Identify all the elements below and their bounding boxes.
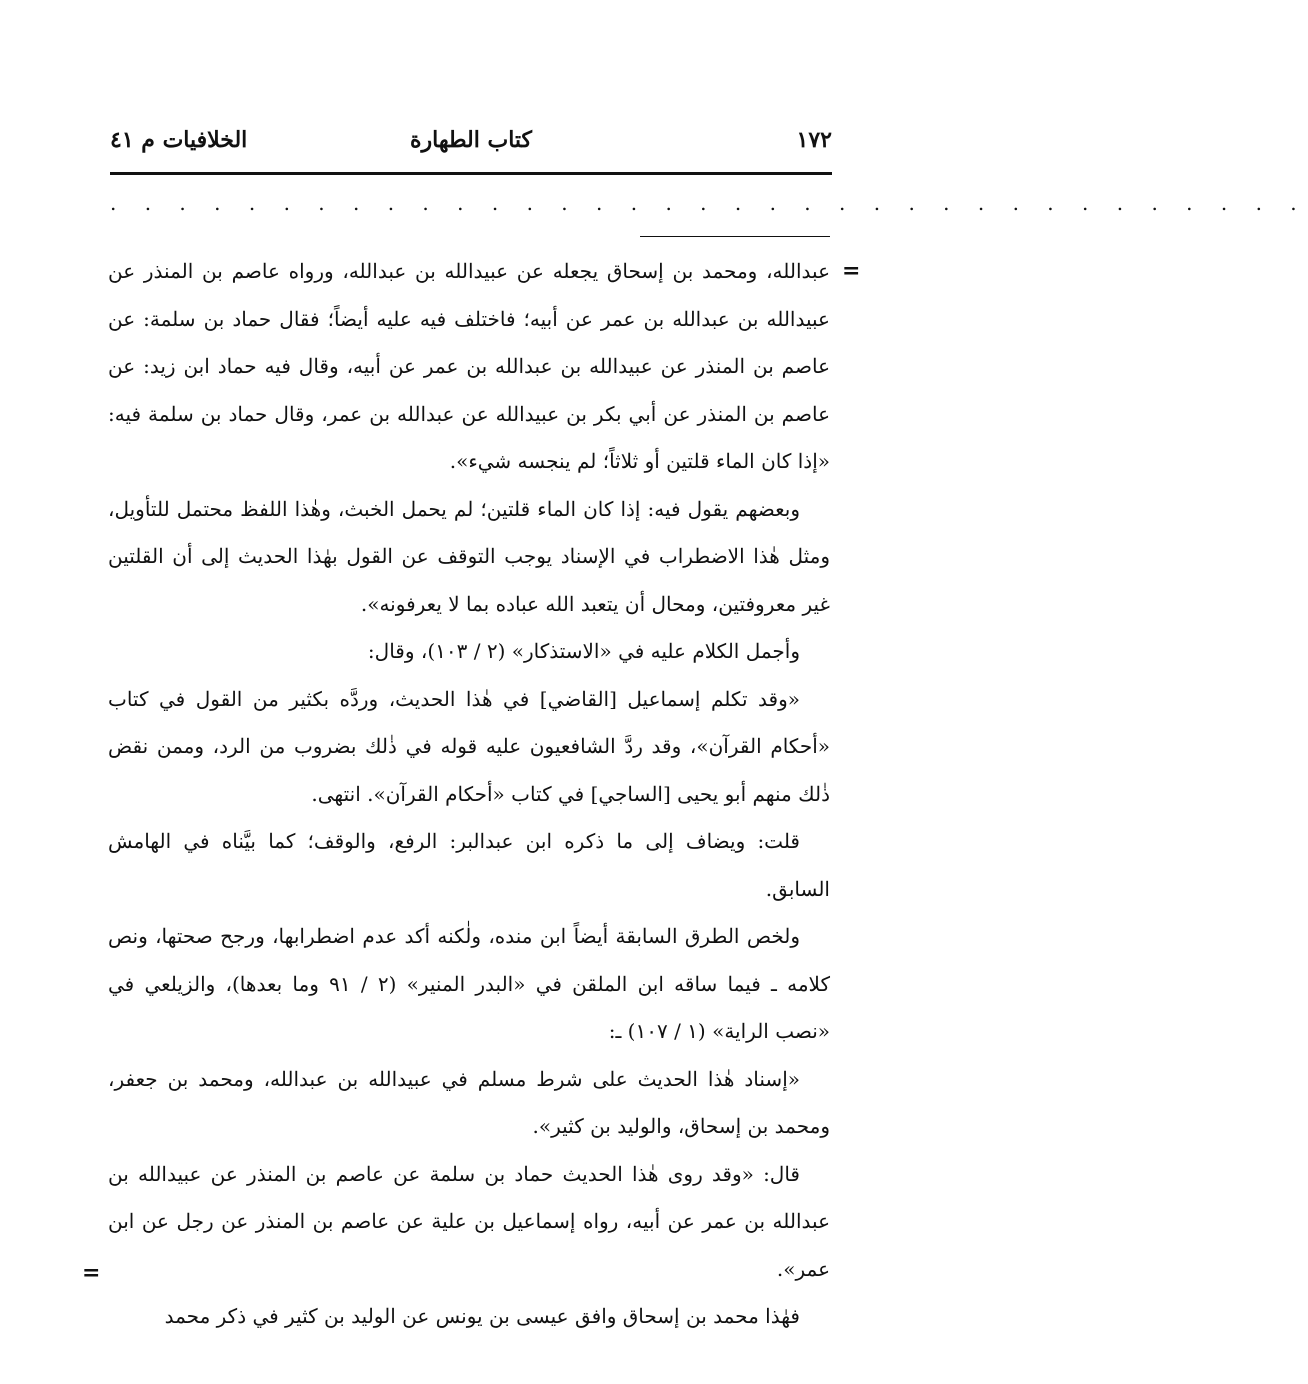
header-rule [110,172,832,175]
paragraph-2: وبعضهم يقول فيه: إذا كان الماء قلتين؛ لم يحمل الخبث، وهٰذا اللفظ محتمل للتأويل، ومثل هٰذا الاضطراب في الإسناد يوجب التوقف عن القول بهٰذا الحديث إلى أن القلتين غير معروفتين، ومحال أن يتعبد الله عباده بما لا يعرفونه». [108,496,830,616]
footnote-separator [640,236,830,237]
footnote-body [108,248,830,1341]
paragraph-5: قلت: ويضاف إلى ما ذكره ابن عبدالبر: الرفع، والوقف؛ كما بيَّناه في الهامش السابق. [108,829,830,901]
continuation-mark-top: = [842,258,861,284]
paragraph-4: «وقد تكلم إسماعيل [القاضي] في هٰذا الحديث، وردَّه بكثير من القول في كتاب «أحكام القرآن»، وقد ردَّ الشافعيون عليه قوله في ذٰلك بضروب من الرد، وممن نقض ذٰلك منهم أبو يحيى [الساجي] في كتاب «أحكام القرآن». انتهى. [108,686,830,806]
book-title: كتاب الطهارة [409,127,533,153]
paragraph-1: عبدالله، ومحمد بن إسحاق يجعله عن عبيدالله بن عبدالله، ورواه عاصم بن المنذر عن عبيدالله بن عبدالله بن عمر عن أبيه؛ فاختلف فيه عليه أيضاً؛ فقال حماد بن سلمة: عن عاصم بن المنذر عن عبيدالله بن عبدالله بن عمر عن أبيه، وقال فيه حماد ابن زيد: عن عاصم بن المنذر عن أبي بكر بن عبيدالله عن عبدالله بن عمر، وقال حماد بن سلمة فيه: «إذا كان الماء قلتين أو ثلاثاً؛ لم ينجسه شيء». [108,259,830,473]
paragraph-6: ولخص الطرق السابقة أيضاً ابن منده، ولٰكنه أكد عدم اضطرابها، ورجح صحتها، ونص كلامه ـ فيما ساقه ابن الملقن في «البدر المنير» (٢ / ٩١ وما بعدها)، والزيلعي في «نصب الراية» (١ / ١٠٧) ـ: [108,924,831,1043]
page-number: ١٧٢ [796,127,832,153]
paragraph-7: «إسناد هٰذا الحديث على شرط مسلم في عبيدالله بن عبدالله، ومحمد بن جعفر، ومحمد بن إسحاق، والوليد بن كثير». [108,1066,830,1138]
paragraph-9: فهٰذا محمد بن إسحاق وافق عيسى بن يونس عن الوليد بن كثير في ذكر محمد [164,1304,800,1328]
section-label: الخلافيات م ٤١ [110,127,248,153]
paragraph-3: وأجمل الكلام عليه في «الاستذكار» (٢ / ١٠٣)، وقال: [367,639,800,663]
paragraph-8: قال: «وقد روى هٰذا الحديث حماد بن سلمة عن عاصم بن المنذر عن عبيدالله بن عبدالله بن عمر عن أبيه، رواه إسماعيل بن علية عن عاصم بن المنذر عن رجل عن ابن عمر». [108,1161,830,1281]
continuation-mark-bottom: = [82,1260,101,1286]
page-header [110,120,832,160]
elided-text-dots: . . . . . . . . . . . . . . . . . . . . . . . . . . . . . . . . . . . [110,191,1308,215]
